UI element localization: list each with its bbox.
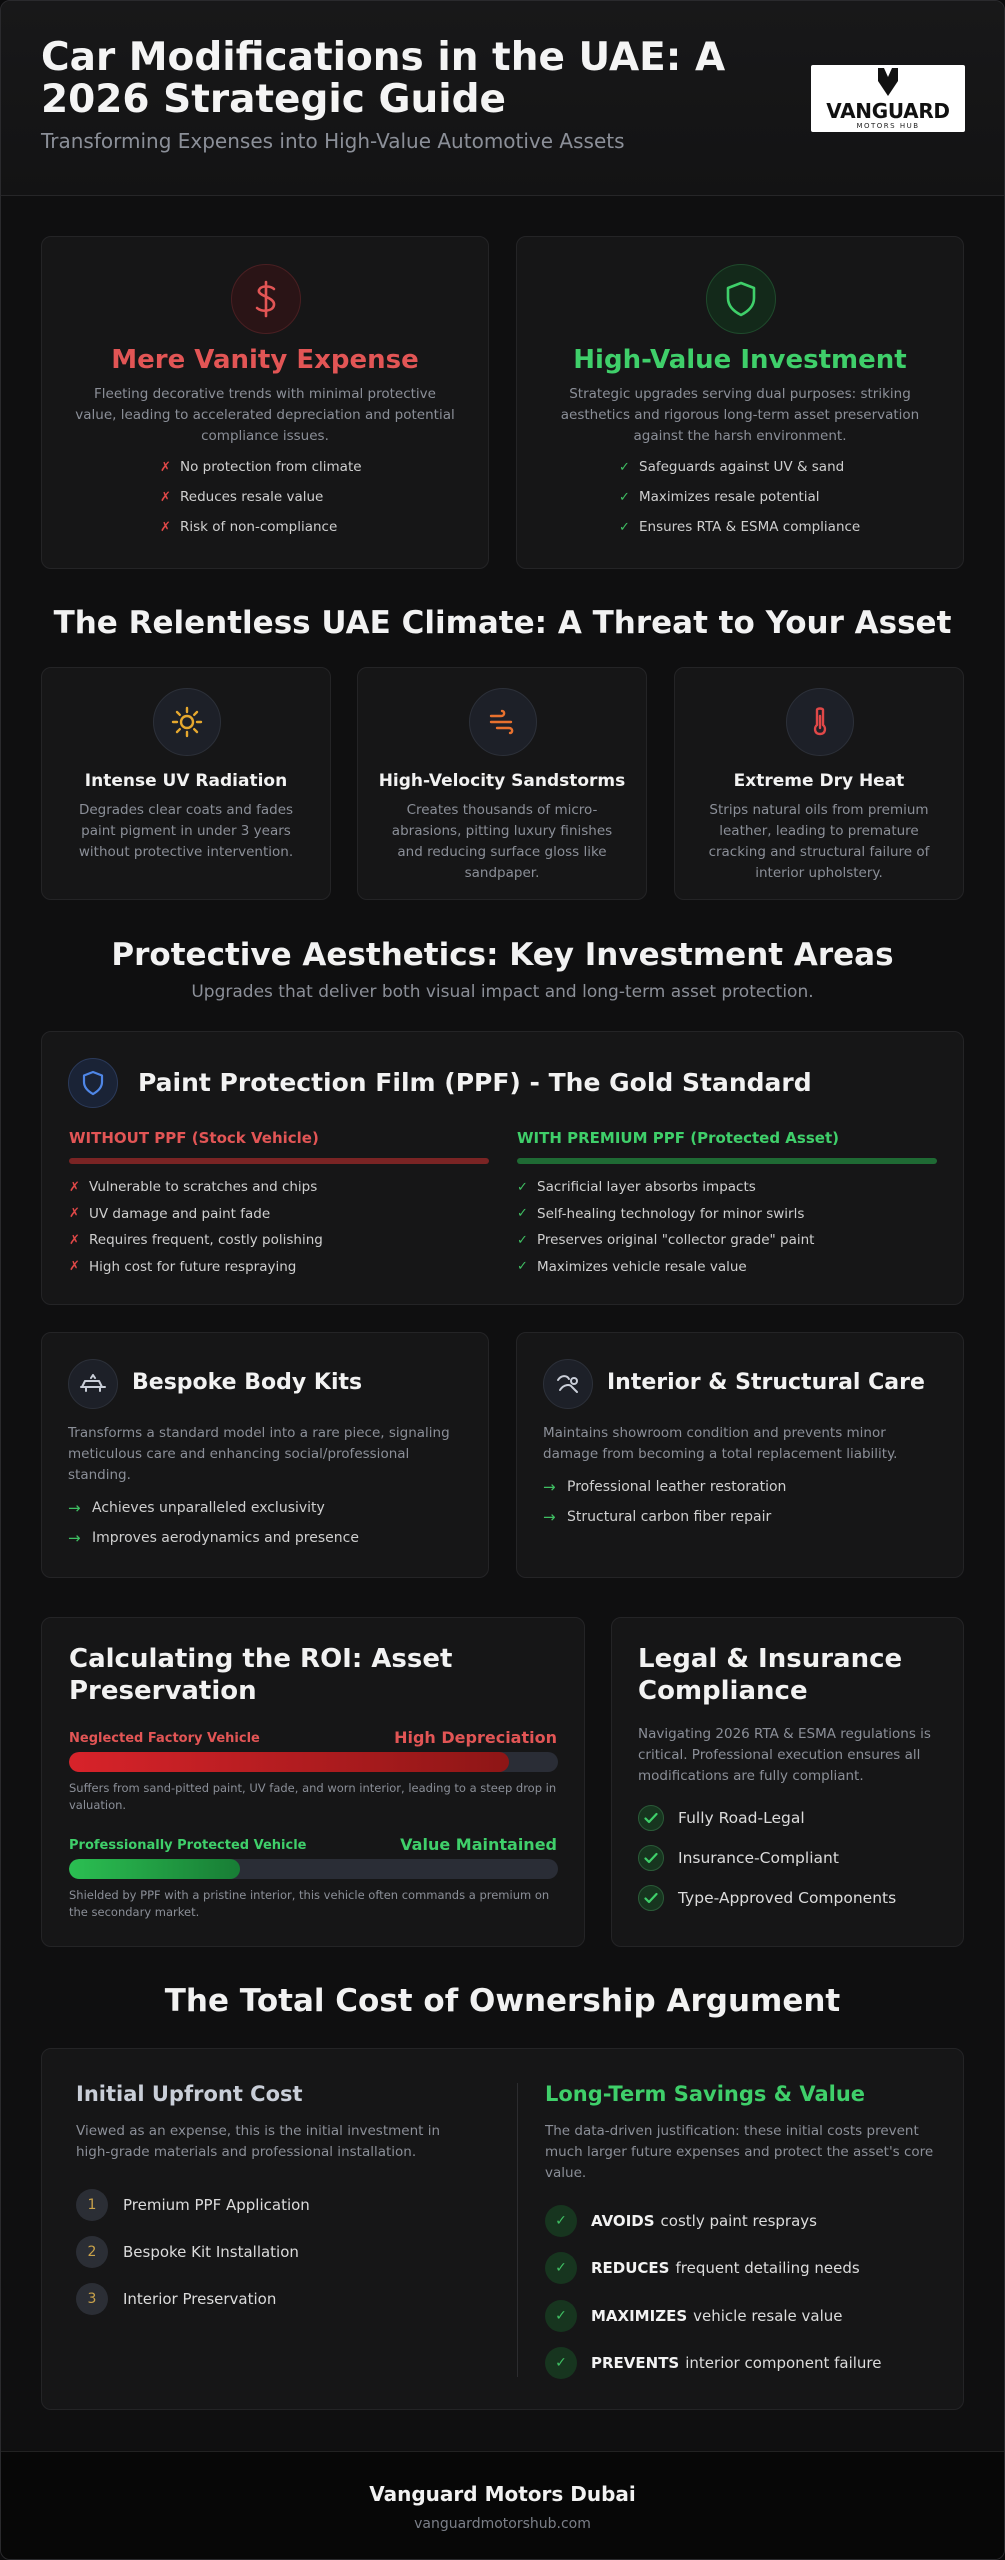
legal-list (638, 1798, 896, 1918)
list-item: → Improves aerodynamics and presence (68, 1529, 359, 1547)
list-item: 2 Bespoke Kit Installation (76, 2228, 310, 2275)
neglected-track (69, 1752, 558, 1772)
body-kits-title: Bespoke Body Kits (132, 1370, 363, 1395)
list-item: ✗ Risk of non-compliance (160, 519, 338, 535)
footer-website-link[interactable]: vanguardmotorshub.com (414, 2516, 591, 2532)
protected-note: Shielded by PPF with a pristine interior, this vehicle often commands a premium on the secondary market. (69, 1888, 550, 1919)
list-item: → Professional leather restoration (543, 1478, 787, 1496)
list-item: ✓ PREVENTS interior component failure (545, 2340, 882, 2388)
vanity-description: Fleeting decorative trends with minimal protective value, leading to accelerated depreciation and potential compliance issues. (75, 386, 455, 444)
interior-title: Interior & Structural Care (607, 1370, 925, 1395)
dollar-icon (231, 264, 301, 334)
investment-section-title: Protective Aesthetics: Key Investment Areas (111, 937, 894, 973)
upfront-description: Viewed as an expense, this is the initial investment in high-grade materials and professional installation. (76, 2123, 441, 2160)
ppf-without-label: WITHOUT PPF (Stock Vehicle) (69, 1129, 319, 1147)
list-item: ✓ Safeguards against UV & sand (619, 459, 845, 475)
roi-title: Calculating the ROI: Asset Preservation (69, 1644, 453, 1706)
page-subtitle: Transforming Expenses into High-Value Automotive Assets (41, 129, 625, 153)
climate-card-title: Intense UV Radiation (84, 771, 288, 791)
list-item: ✗ Reduces resale value (160, 489, 324, 505)
climate-card-sand (357, 667, 647, 900)
arrow-right-icon: → (543, 1478, 556, 1496)
check-icon: ✓ (517, 1179, 528, 1195)
logo-word: VANGUARD (826, 99, 950, 123)
brand-logo (811, 65, 965, 132)
x-icon: ✗ (160, 459, 171, 475)
climate-card-description: Strips natural oils from premium leather, leading to premature cracking and structural failure of interior upholstery. (708, 802, 930, 881)
list-item: ✗ Requires frequent, costly polishing (69, 1232, 323, 1249)
check-icon: ✓ (517, 1206, 528, 1222)
page-title: Car Modifications in the UAE: A 2026 Strategic Guide (41, 35, 726, 122)
ppf-with-list (517, 1174, 814, 1280)
climate-card-heat (674, 667, 964, 900)
tco-divider (517, 2083, 518, 2377)
investment-description: Strategic upgrades serving dual purposes: striking aesthetics and rigorous long-term asset preservation against the harsh environment. (560, 386, 920, 444)
upfront-list (76, 2181, 310, 2322)
header (1, 1, 1004, 196)
list-item: ✗ No protection from climate (160, 459, 362, 475)
tco-section-title: The Total Cost of Ownership Argument (164, 1983, 841, 2019)
check-icon: ✓ (517, 1259, 528, 1275)
shield-icon (706, 264, 776, 334)
vanity-card (41, 236, 489, 569)
check-circle-icon (638, 1845, 664, 1871)
check-icon: ✓ (545, 2252, 577, 2284)
savings-title: Long-Term Savings & Value (545, 2082, 866, 2106)
ppf-with-label: WITH PREMIUM PPF (Protected Asset) (517, 1129, 839, 1147)
check-icon: ✓ (619, 459, 630, 475)
savings-description: The data-driven justification: these initial costs prevent much larger future expenses and protect the asset's core value. (545, 2123, 934, 2181)
thermometer-icon (786, 688, 854, 756)
car-icon (68, 1359, 118, 1409)
interior-card (516, 1332, 964, 1578)
arrow-right-icon: → (68, 1499, 81, 1517)
legal-title: Legal & Insurance Compliance (638, 1644, 903, 1706)
savings-list (545, 2197, 882, 2387)
logo-tagline: MOTORS HUB (856, 122, 920, 130)
list-item: Type-Approved Components (638, 1878, 896, 1918)
body-kits-list (68, 1493, 359, 1553)
investment-list (619, 452, 860, 542)
roi-card (41, 1617, 585, 1947)
list-item: Insurance-Compliant (638, 1838, 896, 1878)
logo-shield-icon (877, 67, 899, 97)
list-item: → Structural carbon fiber repair (543, 1508, 772, 1526)
wind-icon (469, 688, 537, 756)
list-item: ✗ UV damage and paint fade (69, 1205, 271, 1222)
legal-description: Navigating 2026 RTA & ESMA regulations is critical. Professional execution ensures all modifications are fully compliant. (638, 1726, 931, 1784)
body-kits-description: Transforms a standard model into a rare piece, signaling meticulous care and enhancing social/professional standing. (68, 1425, 450, 1483)
body-kits-card (41, 1332, 489, 1578)
upfront-title: Initial Upfront Cost (76, 2082, 303, 2106)
legal-card (611, 1617, 964, 1947)
x-icon: ✗ (69, 1206, 80, 1222)
check-icon: ✓ (619, 519, 630, 535)
list-item: ✗ High cost for future respraying (69, 1258, 297, 1275)
list-item: Fully Road-Legal (638, 1798, 896, 1838)
neglected-value-label: High Depreciation (394, 1728, 557, 1747)
list-item: ✓ Sacrificial layer absorbs impacts (517, 1179, 756, 1196)
investment-title: High-Value Investment (573, 345, 907, 375)
check-icon: ✓ (545, 2347, 577, 2379)
climate-card-title: Extreme Dry Heat (733, 771, 905, 791)
protected-label: Professionally Protected Vehicle (69, 1838, 307, 1853)
neglected-fill (69, 1752, 509, 1772)
shield-icon (68, 1058, 118, 1108)
neglected-label: Neglected Factory Vehicle (69, 1731, 260, 1746)
neglected-note: Suffers from sand-pitted paint, UV fade, and worn interior, leading to a steep drop in valuation. (69, 1781, 557, 1812)
x-icon: ✗ (160, 519, 171, 535)
x-icon: ✗ (160, 489, 171, 505)
ppf-title: Paint Protection Film (PPF) - The Gold Standard (138, 1068, 812, 1097)
list-item: ✗ Vulnerable to scratches and chips (69, 1179, 318, 1196)
protected-value-label: Value Maintained (400, 1835, 557, 1854)
check-circle-icon (638, 1885, 664, 1911)
list-item: ✓ Preserves original "collector grade" paint (517, 1232, 815, 1249)
climate-card-uv (41, 667, 331, 900)
ppf-without-bar (69, 1158, 489, 1164)
wrench-icon (543, 1359, 593, 1409)
tco-card (41, 2048, 964, 2410)
climate-card-description: Degrades clear coats and fades paint pigment in under 3 years without protective intervention. (78, 802, 294, 860)
list-item: ✓ AVOIDS costly paint resprays (545, 2197, 882, 2245)
ppf-card (41, 1031, 964, 1305)
check-icon: ✓ (517, 1232, 528, 1248)
check-icon: ✓ (545, 2300, 577, 2332)
climate-section-title: The Relentless UAE Climate: A Threat to Your Asset (53, 605, 952, 641)
list-item: ✓ Ensures RTA & ESMA compliance (619, 519, 861, 535)
list-item: ✓ Self-healing technology for minor swirls (517, 1205, 805, 1222)
check-icon: ✓ (545, 2205, 577, 2237)
step-number: 2 (76, 2236, 108, 2268)
climate-card-description: Creates thousands of micro-abrasions, pitting luxury finishes and reducing surface gloss like sandpaper. (391, 802, 613, 881)
check-icon: ✓ (619, 489, 630, 505)
interior-list (543, 1472, 786, 1532)
step-number: 3 (76, 2283, 108, 2315)
check-circle-icon (638, 1805, 664, 1831)
investment-card (516, 236, 964, 569)
ppf-without-list (69, 1174, 323, 1280)
investment-section-subtitle: Upgrades that deliver both visual impact and long-term asset protection. (191, 982, 814, 1002)
list-item: 3 Interior Preservation (76, 2275, 310, 2322)
list-item: 1 Premium PPF Application (76, 2181, 310, 2228)
step-number: 1 (76, 2189, 108, 2221)
vanity-title: Mere Vanity Expense (111, 345, 419, 375)
x-icon: ✗ (69, 1232, 80, 1248)
x-icon: ✗ (69, 1179, 80, 1195)
list-item: ✓ Maximizes resale potential (619, 489, 820, 505)
arrow-right-icon: → (543, 1508, 556, 1526)
protected-track (69, 1859, 558, 1879)
sun-icon (153, 688, 221, 756)
list-item: ✓ REDUCES frequent detailing needs (545, 2245, 882, 2293)
list-item: ✓ MAXIMIZES vehicle resale value (545, 2292, 882, 2340)
interior-description: Maintains showroom condition and prevents minor damage from becoming a total replacement liability. (543, 1425, 898, 1462)
vanity-list (160, 452, 362, 542)
footer (1, 2451, 1004, 2560)
protected-fill (69, 1859, 240, 1879)
ppf-with-bar (517, 1158, 937, 1164)
climate-card-title: High-Velocity Sandstorms (378, 771, 626, 791)
arrow-right-icon: → (68, 1529, 81, 1547)
x-icon: ✗ (69, 1259, 80, 1275)
footer-brand-name: Vanguard Motors Dubai (369, 2482, 636, 2506)
list-item: → Achieves unparalleled exclusivity (68, 1499, 325, 1517)
list-item: ✓ Maximizes vehicle resale value (517, 1258, 747, 1275)
